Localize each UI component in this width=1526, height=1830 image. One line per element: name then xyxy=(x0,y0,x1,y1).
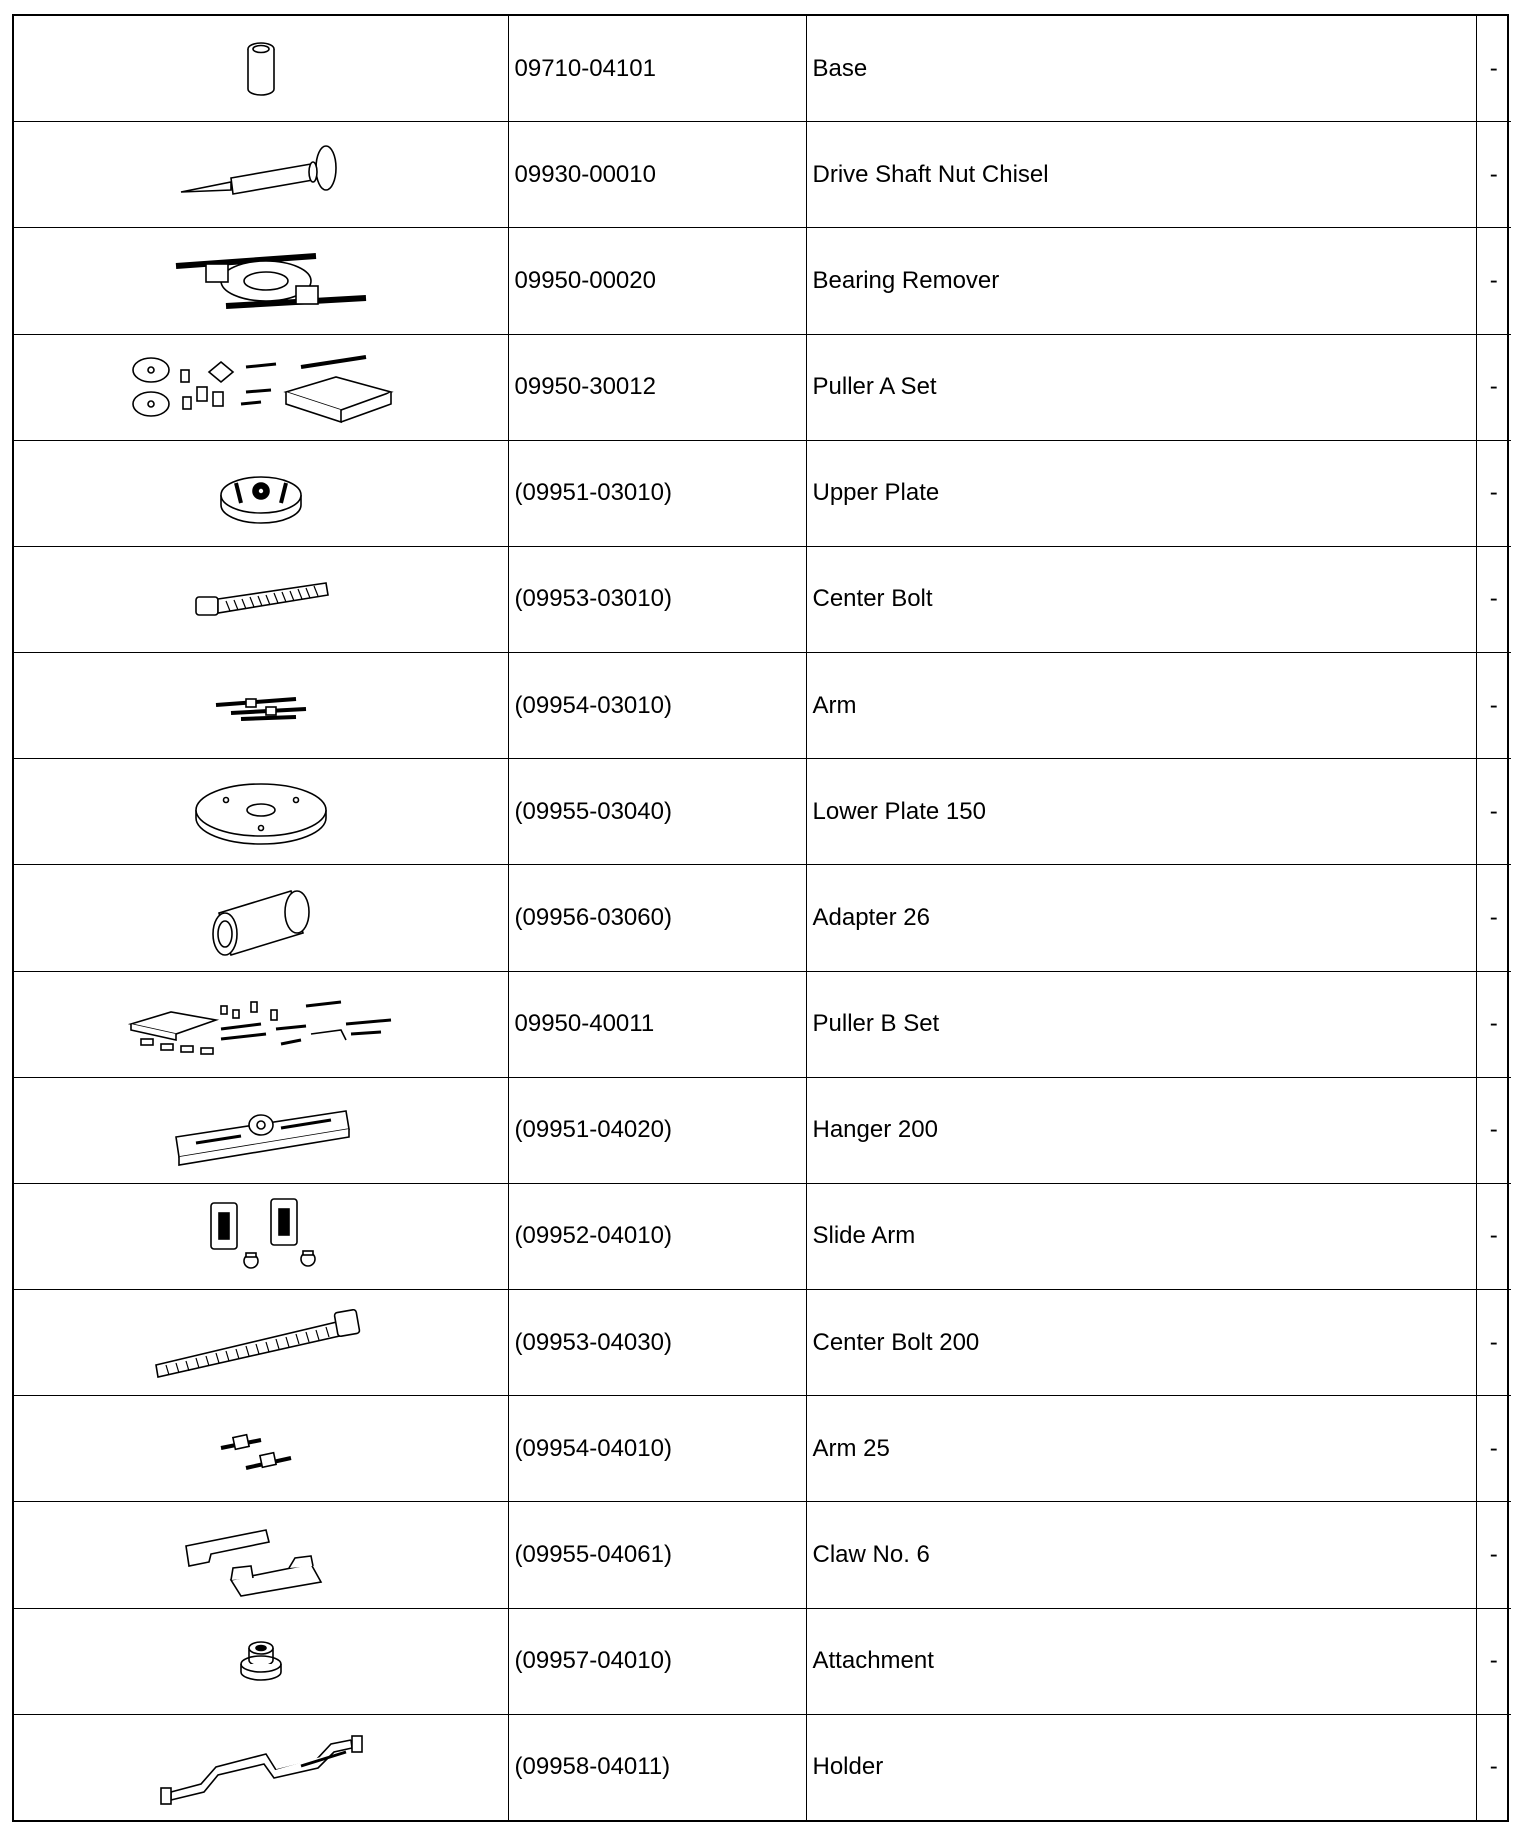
part-number: (09956-03060) xyxy=(508,865,806,971)
sub-column: - xyxy=(1476,971,1511,1077)
arm-icon xyxy=(206,681,316,731)
tool-name: Base xyxy=(806,16,1476,122)
table-row xyxy=(14,653,1511,759)
tool-name: Center Bolt xyxy=(806,546,1476,652)
sub-column: - xyxy=(1476,1077,1511,1183)
part-number: 09950-00020 xyxy=(508,228,806,334)
part-number: (09953-04030) xyxy=(508,1290,806,1396)
tool-name: Slide Arm xyxy=(806,1183,1476,1289)
tool-illustration-cell xyxy=(14,1396,508,1502)
puller-a-set-icon xyxy=(121,342,401,432)
tool-illustration-cell xyxy=(14,971,508,1077)
table-row xyxy=(14,1077,1511,1183)
sub-column: - xyxy=(1476,1608,1511,1714)
sub-column: - xyxy=(1476,865,1511,971)
table-row xyxy=(14,1714,1511,1820)
sst-table-sheet xyxy=(12,14,1509,1822)
part-number: (09953-03010) xyxy=(508,546,806,652)
tool-illustration-cell xyxy=(14,334,508,440)
table-row xyxy=(14,971,1511,1077)
tool-illustration-cell xyxy=(14,228,508,334)
tool-illustration-cell xyxy=(14,1183,508,1289)
table-row xyxy=(14,440,1511,546)
table-row xyxy=(14,122,1511,228)
table-row xyxy=(14,865,1511,971)
tool-name: Puller B Set xyxy=(806,971,1476,1077)
sub-column: - xyxy=(1476,1290,1511,1396)
base-icon xyxy=(201,29,321,109)
tool-name: Upper Plate xyxy=(806,440,1476,546)
hanger-icon xyxy=(161,1085,361,1175)
tool-illustration-cell xyxy=(14,759,508,865)
tool-illustration-cell xyxy=(14,440,508,546)
bearing-remover-icon xyxy=(146,236,376,326)
special-service-tools-table xyxy=(14,16,1511,1820)
center-bolt-icon xyxy=(186,569,336,629)
tool-illustration-cell xyxy=(14,1077,508,1183)
tool-illustration-cell xyxy=(14,1608,508,1714)
table-row xyxy=(14,546,1511,652)
sub-column: - xyxy=(1476,122,1511,228)
tool-illustration-cell xyxy=(14,1290,508,1396)
tool-name: Holder xyxy=(806,1714,1476,1820)
slide-arm-icon xyxy=(196,1191,326,1281)
sub-column: - xyxy=(1476,653,1511,759)
tool-name: Puller A Set xyxy=(806,334,1476,440)
part-number: (09955-04061) xyxy=(508,1502,806,1608)
arm-25-icon xyxy=(206,1414,316,1484)
tool-illustration-cell xyxy=(14,122,508,228)
table-row xyxy=(14,16,1511,122)
tool-illustration-cell xyxy=(14,653,508,759)
claw-icon xyxy=(171,1510,351,1600)
adapter-icon xyxy=(191,873,331,963)
sub-column: - xyxy=(1476,440,1511,546)
tool-illustration-cell xyxy=(14,16,508,122)
part-number: (09952-04010) xyxy=(508,1183,806,1289)
sub-column: - xyxy=(1476,1396,1511,1502)
sub-column: - xyxy=(1476,16,1511,122)
tool-name: Center Bolt 200 xyxy=(806,1290,1476,1396)
part-number: 09950-40011 xyxy=(508,971,806,1077)
tool-name: Lower Plate 150 xyxy=(806,759,1476,865)
part-number: (09954-03010) xyxy=(508,653,806,759)
tool-name: Bearing Remover xyxy=(806,228,1476,334)
part-number: (09954-04010) xyxy=(508,1396,806,1502)
tool-illustration-cell xyxy=(14,546,508,652)
chisel-icon xyxy=(161,130,361,220)
tool-name: Claw No. 6 xyxy=(806,1502,1476,1608)
table-row xyxy=(14,1183,1511,1289)
table-row xyxy=(14,334,1511,440)
part-number: (09958-04011) xyxy=(508,1714,806,1820)
table-row xyxy=(14,1608,1511,1714)
sub-column: - xyxy=(1476,759,1511,865)
part-number: (09957-04010) xyxy=(508,1608,806,1714)
table-row xyxy=(14,228,1511,334)
tool-illustration-cell xyxy=(14,1714,508,1820)
sub-column: - xyxy=(1476,1502,1511,1608)
part-number: 09930-00010 xyxy=(508,122,806,228)
table-row xyxy=(14,759,1511,865)
tool-name: Arm xyxy=(806,653,1476,759)
part-number: 09710-04101 xyxy=(508,16,806,122)
tool-name: Adapter 26 xyxy=(806,865,1476,971)
part-number: (09951-04020) xyxy=(508,1077,806,1183)
upper-plate-icon xyxy=(201,453,321,533)
tool-name: Hanger 200 xyxy=(806,1077,1476,1183)
part-number: (09951-03010) xyxy=(508,440,806,546)
tool-illustration-cell xyxy=(14,865,508,971)
holder-icon xyxy=(156,1722,366,1812)
center-bolt-long-icon xyxy=(146,1303,376,1383)
part-number: 09950-30012 xyxy=(508,334,806,440)
table-row xyxy=(14,1502,1511,1608)
sub-column: - xyxy=(1476,1183,1511,1289)
sub-column: - xyxy=(1476,228,1511,334)
table-row xyxy=(14,1290,1511,1396)
lower-plate-icon xyxy=(176,772,346,852)
sub-column: - xyxy=(1476,334,1511,440)
sub-column: - xyxy=(1476,1714,1511,1820)
part-number: (09955-03040) xyxy=(508,759,806,865)
tool-illustration-cell xyxy=(14,1502,508,1608)
table-row xyxy=(14,1396,1511,1502)
attachment-icon xyxy=(221,1626,301,1696)
tool-name: Attachment xyxy=(806,1608,1476,1714)
tool-name: Drive Shaft Nut Chisel xyxy=(806,122,1476,228)
tool-name: Arm 25 xyxy=(806,1396,1476,1502)
puller-b-set-icon xyxy=(121,984,401,1064)
sub-column: - xyxy=(1476,546,1511,652)
